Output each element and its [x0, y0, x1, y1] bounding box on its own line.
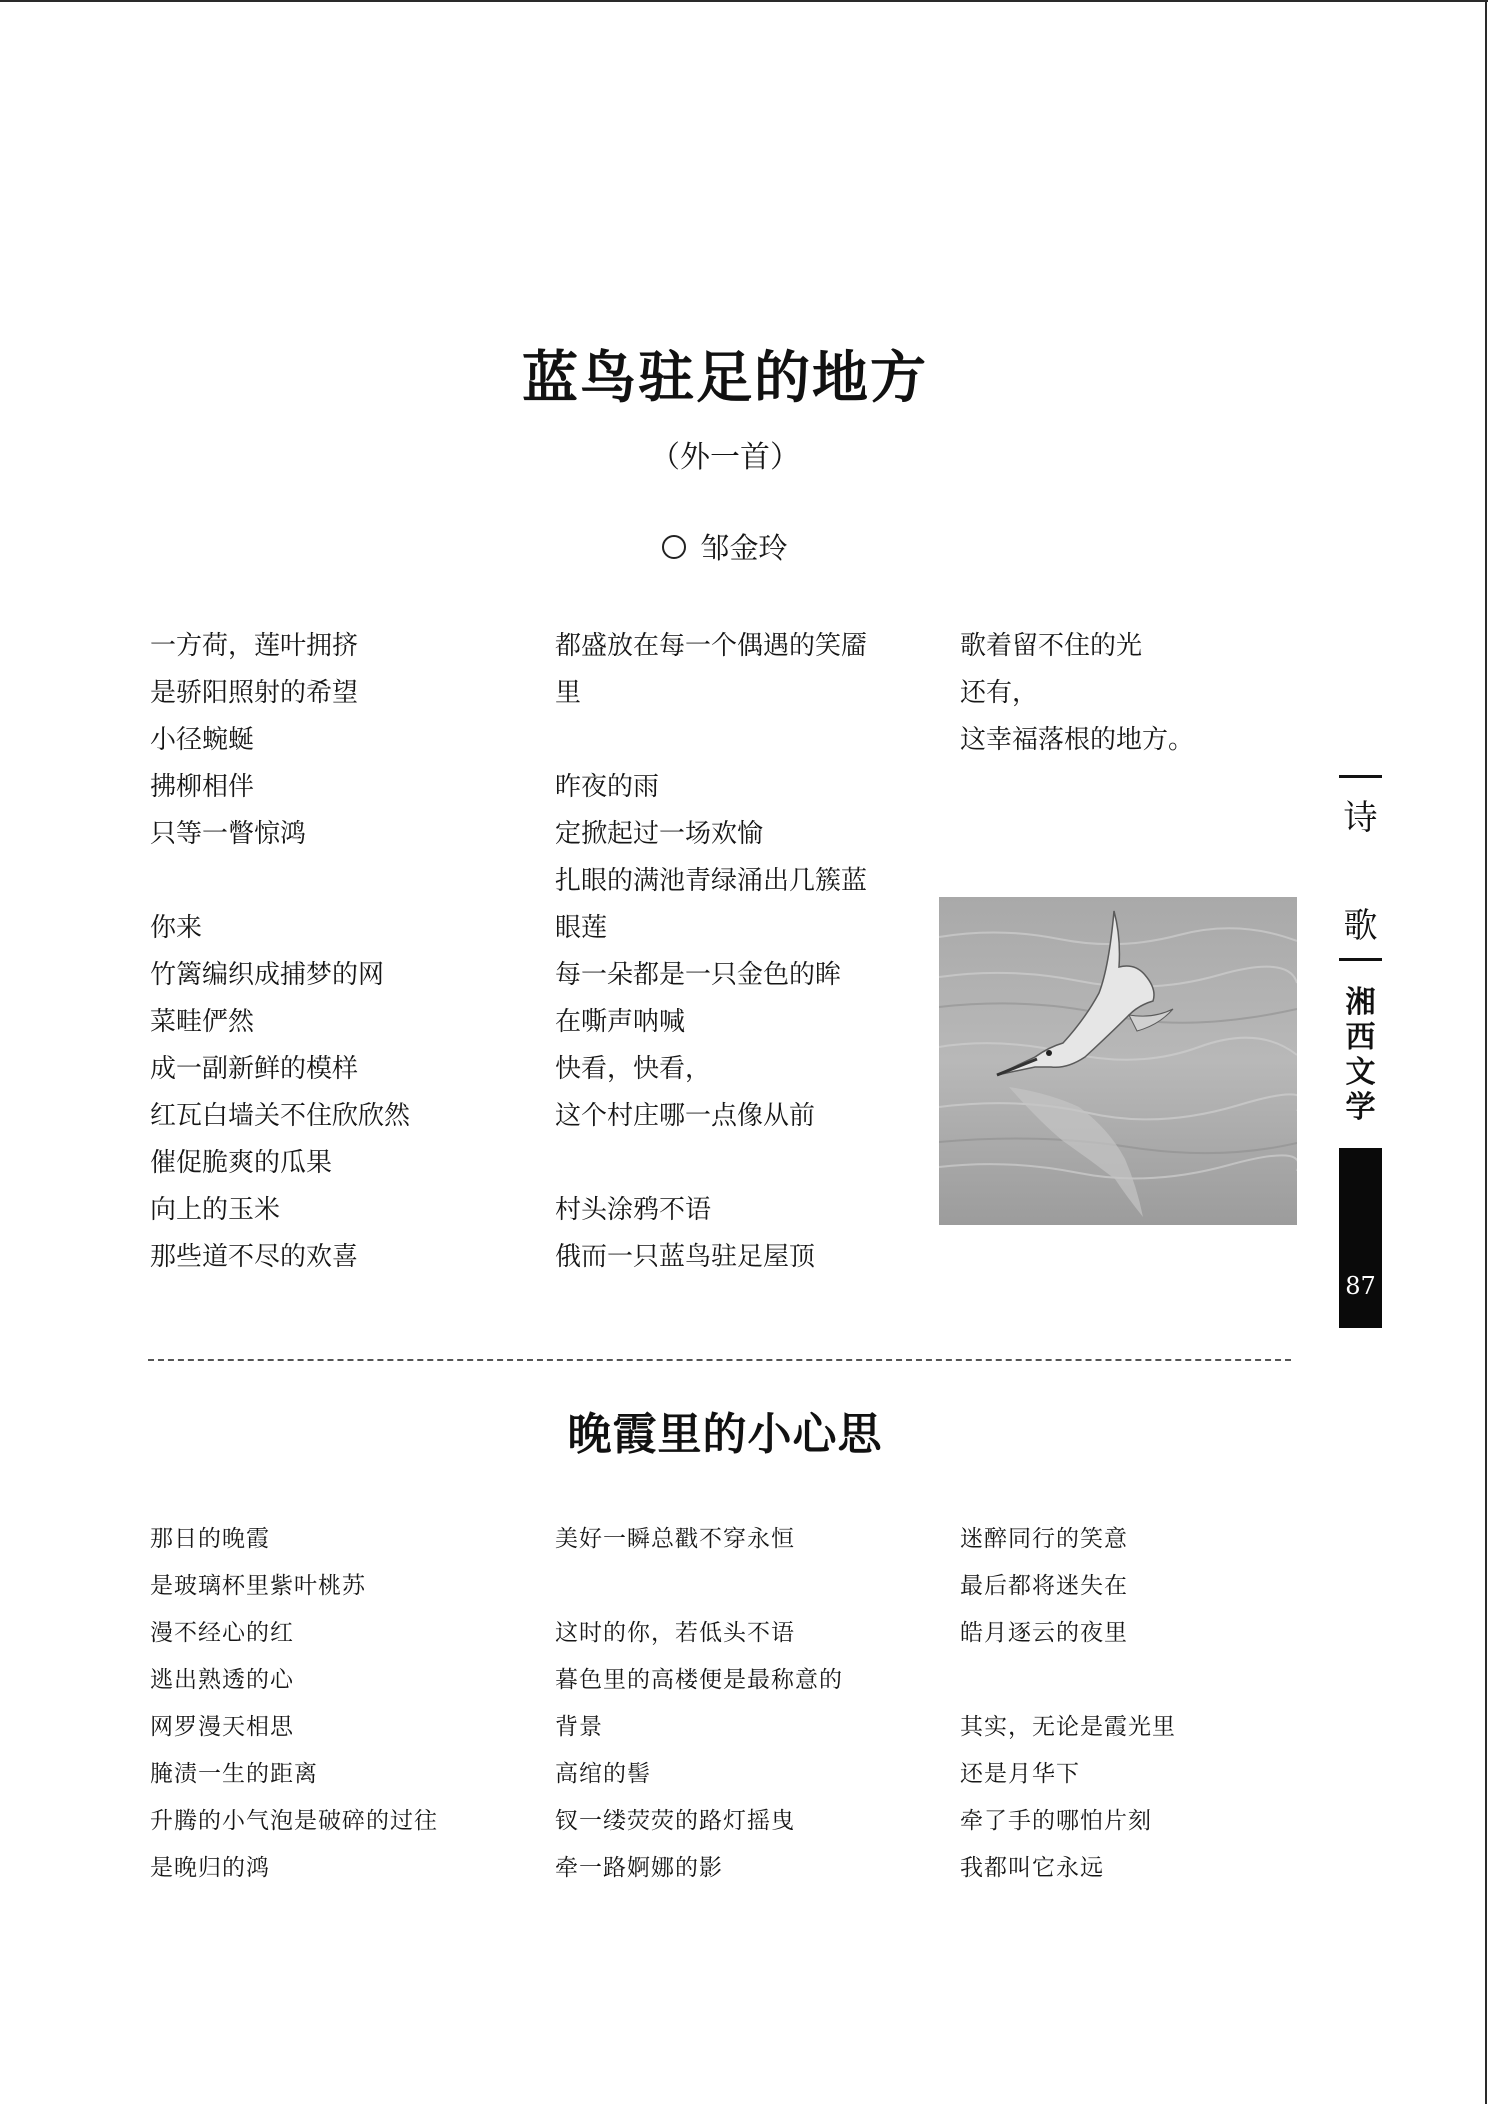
side-tab-page-box — [1339, 1148, 1382, 1328]
poem-line: 竹篱编织成捕梦的网 — [150, 960, 385, 990]
author-line — [0, 526, 1450, 567]
poem-line: 升腾的小气泡是破碎的过往 — [150, 1808, 438, 1834]
poem-line: 皓月逐云的夜里 — [960, 1620, 1128, 1646]
poem-line: 在嘶声呐喊 — [555, 1007, 686, 1037]
right-border — [1485, 0, 1487, 2104]
poem-line: 歌着留不住的光 — [960, 631, 1143, 661]
poem1-title: 蓝鸟驻足的地方 — [522, 346, 928, 411]
side-tab-brand: 湘西文学 — [1345, 985, 1376, 1125]
stanza-break — [555, 717, 867, 764]
poem-line: 逃出熟透的心 — [150, 1667, 294, 1693]
stanza-break — [960, 1657, 1176, 1704]
stanza-break — [555, 1140, 867, 1187]
author-name: 邹金玲 — [700, 531, 788, 565]
poem-line: 背景 — [555, 1714, 603, 1740]
poem-line: 漫不经心的红 — [150, 1620, 294, 1646]
poem-line: 还有， — [960, 678, 1039, 708]
poem-line: 俄而一只蓝鸟驻足屋顶 — [555, 1242, 816, 1272]
author-circle-icon — [662, 535, 686, 559]
poem-line: 牵一路婀娜的影 — [555, 1855, 723, 1881]
poem-line: 村头涂鸦不语 — [555, 1195, 712, 1225]
side-tab-char-1: 诗 — [1343, 798, 1378, 838]
poem-line: 这幸福落根的地方。 — [960, 725, 1195, 755]
poem-line: 那些道不尽的欢喜 — [150, 1242, 359, 1272]
poem-line: 扎眼的满池青绿涌出几簇蓝 — [555, 866, 868, 896]
poem-line: 成一副新鲜的模样 — [150, 1054, 359, 1084]
poem-line: 高绾的髻 — [555, 1761, 651, 1787]
kingfisher-photo — [939, 897, 1297, 1225]
poem-line: 是玻璃杯里紫叶桃苏 — [150, 1573, 366, 1599]
poem2-column-2 — [555, 1516, 843, 1892]
side-tab-rule-top — [1339, 775, 1382, 778]
poem-line: 是晚归的鸿 — [150, 1855, 270, 1881]
poem-line: 是骄阳照射的希望 — [150, 678, 359, 708]
side-tab-char-2: 歌 — [1343, 906, 1378, 946]
page-number: 87 — [1345, 1272, 1376, 1300]
poem-line: 暮色里的高楼便是最称意的 — [555, 1667, 843, 1693]
poem-line: 拂柳相伴 — [150, 772, 255, 802]
poem-line: 催促脆爽的瓜果 — [150, 1148, 333, 1178]
poem-line: 红瓦白墙关不住欣欣然 — [150, 1101, 411, 1131]
poem-line: 钗一缕荧荧的路灯摇曳 — [555, 1808, 795, 1834]
poem2-column-1 — [150, 1516, 438, 1892]
poem-line: 菜畦俨然 — [150, 1007, 255, 1037]
poem-line: 一方荷，莲叶拥挤 — [150, 631, 359, 661]
poem1-column-3 — [960, 623, 1194, 764]
poem1-column-1 — [150, 623, 410, 1281]
poem-line: 快看，快看， — [555, 1054, 712, 1084]
poem-line: 腌渍一生的距离 — [150, 1761, 318, 1787]
poem-line: 眼莲 — [555, 913, 608, 943]
poem-line: 定掀起过一场欢愉 — [555, 819, 764, 849]
poem-line: 牵了手的哪怕片刻 — [960, 1808, 1152, 1834]
poem-line: 那日的晚霞 — [150, 1526, 270, 1552]
poem-line: 还是月华下 — [960, 1761, 1080, 1787]
dashed-divider — [148, 1359, 1291, 1361]
poem-line: 网罗漫天相思 — [150, 1714, 294, 1740]
poem1-column-2 — [555, 623, 867, 1281]
poem-line: 每一朵都是一只金色的眸 — [555, 960, 842, 990]
poem-line: 其实，无论是霞光里 — [960, 1714, 1176, 1740]
stanza-break — [150, 858, 410, 905]
poem-line: 向上的玉米 — [150, 1195, 281, 1225]
poem2-title: 晚霞里的小心思 — [567, 1409, 883, 1460]
poem-line: 迷醉同行的笑意 — [960, 1526, 1128, 1552]
side-tab-rule-bottom — [1339, 958, 1382, 961]
poem-line: 美好一瞬总戳不穿永恒 — [555, 1526, 795, 1552]
poem-line: 小径蜿蜒 — [150, 725, 255, 755]
poem-line: 这时的你，若低头不语 — [555, 1620, 795, 1646]
poem-line: 都盛放在每一个偶遇的笑靥 — [555, 631, 868, 661]
stanza-break — [555, 1563, 843, 1610]
poem-line: 你来 — [150, 913, 203, 943]
top-border — [0, 0, 1488, 2]
poem-line: 里 — [555, 678, 582, 708]
poem-line: 昨夜的雨 — [555, 772, 660, 802]
poem-line: 只等一瞥惊鸿 — [150, 819, 307, 849]
poem-line: 最后都将迷失在 — [960, 1573, 1128, 1599]
poem2-column-3 — [960, 1516, 1176, 1892]
poem-line: 我都叫它永远 — [960, 1855, 1104, 1881]
poem-line: 这个村庄哪一点像从前 — [555, 1101, 816, 1131]
poem1-subtitle: （外一首） — [650, 440, 800, 475]
